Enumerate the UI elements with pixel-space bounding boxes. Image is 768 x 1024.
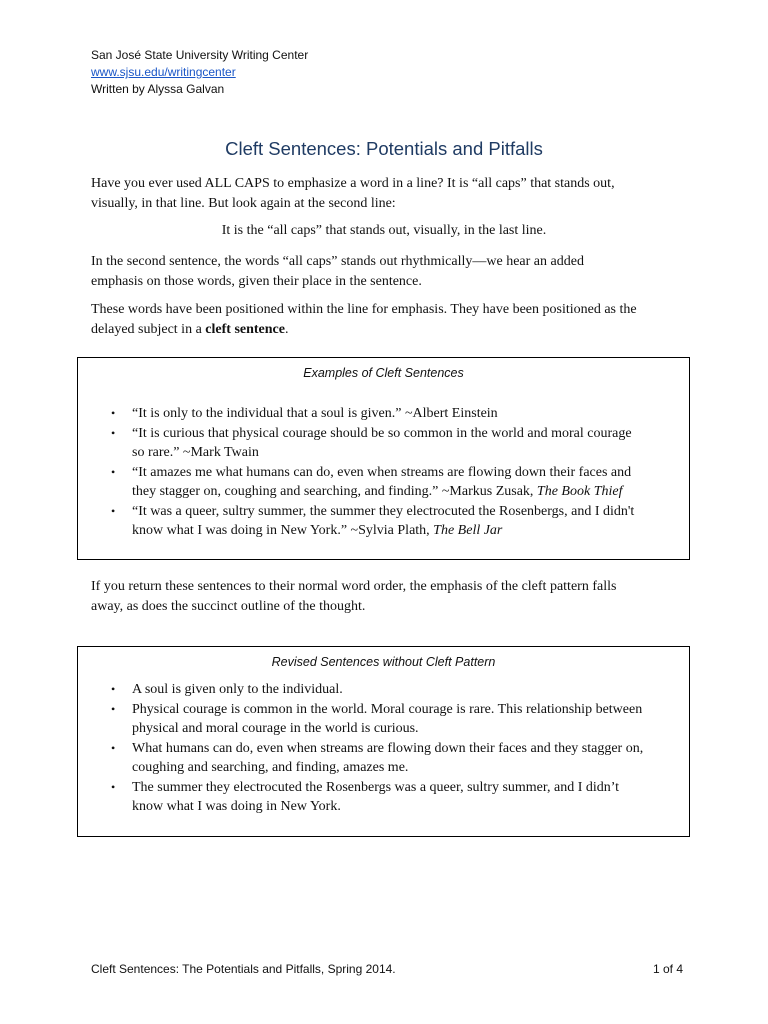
examples-caption: Examples of Cleft Sentences xyxy=(303,366,464,380)
examples-list xyxy=(78,404,689,540)
list-item xyxy=(111,739,689,777)
revised-caption: Revised Sentences without Cleft Pattern xyxy=(271,655,496,669)
bullet-icon: • xyxy=(111,780,116,794)
list-item xyxy=(111,424,689,462)
item-line: “It was a queer, sultry summer, the summer they electrocuted the Rosenbergs, and I didn't xyxy=(132,504,635,519)
item-line xyxy=(132,521,689,540)
item-line: coughing and searching, and finding, amazes me. xyxy=(132,760,409,775)
intro-line-2: visually, in that line. But look again at the second line: xyxy=(91,196,396,211)
list-item xyxy=(111,502,689,540)
item-line: “It amazes me what humans can do, even when streams are flowing down their faces and xyxy=(132,465,632,480)
para2-line-2: emphasis on those words, given their place in the sentence. xyxy=(91,274,422,289)
item-line: A soul is given only to the individual. xyxy=(132,682,343,697)
footer-title: Cleft Sentences: The Potentials and Pitfalls, Spring 2014. xyxy=(91,962,396,976)
intro-line-1: Have you ever used ALL CAPS to emphasize a word in a line? It is “all caps” that stands out, xyxy=(91,176,615,191)
bullet-icon: • xyxy=(111,702,116,716)
writing-center-link[interactable]: www.sjsu.edu/writingcenter xyxy=(91,65,236,79)
para3-line-1: These words have been positioned within the line for emphasis. They have been positioned as the xyxy=(91,302,637,317)
book-title: The Bell Jar xyxy=(433,523,503,538)
list-item xyxy=(111,404,689,423)
list-item xyxy=(111,463,689,501)
list-item xyxy=(111,778,689,816)
third-paragraph xyxy=(91,300,691,340)
item-text: know what I was doing in New York.” ~Sylvia Plath, xyxy=(132,523,434,538)
intro-paragraph xyxy=(91,174,691,214)
para2-line-1: In the second sentence, the words “all caps” stands out rhythmically—we hear an added xyxy=(91,254,584,269)
para4-line-2: away, as does the succinct outline of the thought. xyxy=(91,599,366,614)
revised-list xyxy=(78,680,689,816)
cleft-examples-box xyxy=(77,357,690,560)
bullet-icon: • xyxy=(111,741,116,755)
book-title: The Book Thief xyxy=(536,484,623,499)
bullet-icon: • xyxy=(111,406,116,420)
second-paragraph xyxy=(91,252,691,292)
example-line: It is the “all caps” that stands out, visually, in the last line. xyxy=(221,223,547,238)
bullet-icon: • xyxy=(111,504,116,518)
bullet-icon: • xyxy=(111,426,116,440)
cleft-sentence-term: cleft sentence xyxy=(205,322,285,337)
document-header xyxy=(91,47,308,98)
bullet-icon: • xyxy=(111,465,116,479)
bullet-icon: • xyxy=(111,682,116,696)
item-line: The summer they electrocuted the Rosenbergs was a queer, sultry summer, and I didn’t xyxy=(132,780,620,795)
page-title: Cleft Sentences: Potentials and Pitfalls xyxy=(225,138,543,159)
item-line: “It is only to the individual that a soul is given.” ~Albert Einstein xyxy=(132,406,498,421)
item-line: What humans can do, even when streams are flowing down their faces and they stagger on, xyxy=(132,741,644,756)
item-line: physical and moral courage in the world is curious. xyxy=(132,721,419,736)
fourth-paragraph xyxy=(91,577,691,617)
revised-sentences-box xyxy=(77,646,690,837)
para3-text-pre: delayed subject in a xyxy=(91,322,206,337)
item-line xyxy=(132,482,689,501)
author-line: Written by Alyssa Galvan xyxy=(91,82,225,96)
item-line: Physical courage is common in the world. Moral courage is rare. This relationship between xyxy=(132,702,643,717)
item-line: so rare.” ~Mark Twain xyxy=(132,445,259,460)
item-line: “It is curious that physical courage should be so common in the world and moral courage xyxy=(132,426,632,441)
list-item xyxy=(111,680,689,699)
para3-line-2 xyxy=(91,320,691,340)
item-text: they stagger on, coughing and searching, and finding.” ~Markus Zusak, xyxy=(132,484,537,499)
list-item xyxy=(111,700,689,738)
para4-line-1: If you return these sentences to their normal word order, the emphasis of the cleft pattern falls xyxy=(91,579,617,594)
org-name: San José State University Writing Center xyxy=(91,48,309,62)
item-line: know what I was doing in New York. xyxy=(132,799,341,814)
page-number: 1 of 4 xyxy=(652,962,683,976)
para3-text-post: . xyxy=(284,322,289,337)
